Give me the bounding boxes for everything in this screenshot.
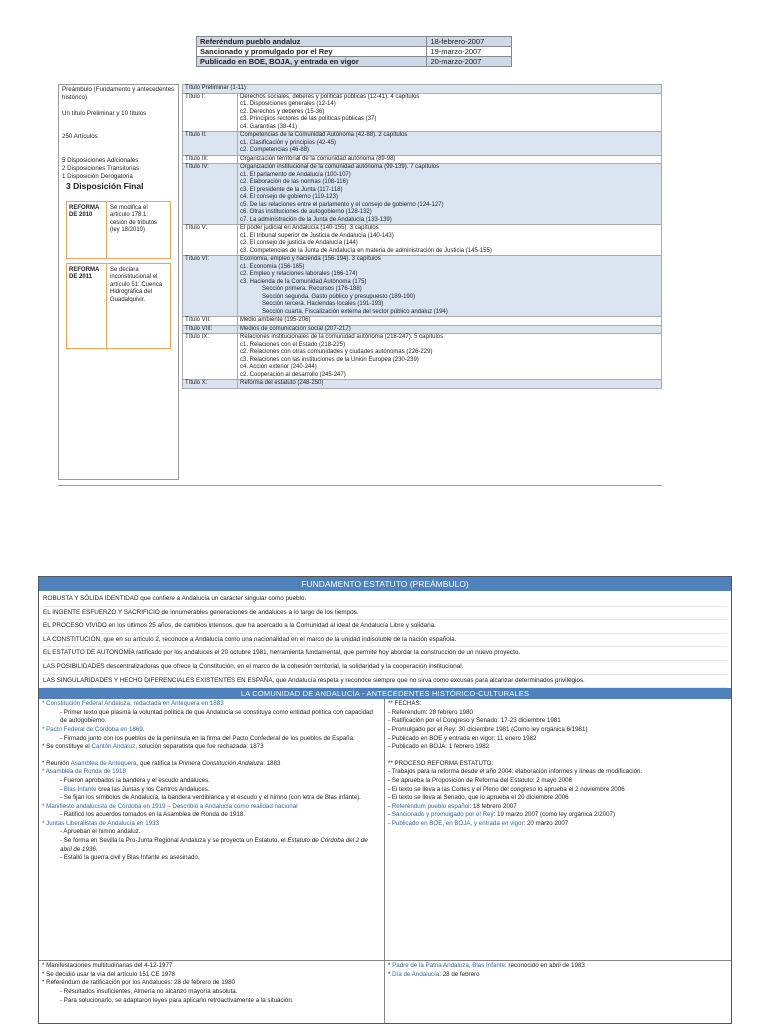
titulo-line: c2. Empleo y relaciones laborales (166-174): [240, 271, 358, 277]
titulo-content: [238, 325, 662, 334]
dates-heading: ** FECHAS:: [388, 700, 422, 708]
reforma-2011-text: Se declara inconstitucional el artículo 51: Cuenca Hidrográfica del Guadalquivir.: [110, 266, 163, 303]
titulo-line: Relaciones institucionales de la comunidad autónoma (218-247). 5 capítulos: [240, 334, 444, 340]
history-detail: - Resultados insuficientes, Almería no alcanzó mayoría absoluta.: [60, 987, 238, 995]
reforma-2010-text: Se modifica el artículo 178.1: cesión de tributos (ley 18/2010): [110, 204, 158, 234]
highlight: Día de Andalucía: [392, 970, 440, 978]
titulo-line: c1. Disposiciones generales (12-14): [240, 101, 336, 107]
date-item: - Ratificación por el Congreso y Senado: 17-23 diciembre 1981: [388, 717, 561, 725]
text: -: [388, 802, 392, 810]
adicionales-text: 5 Disposiciones Adicionales: [62, 157, 139, 165]
antecedentes-left-2: [39, 961, 385, 1024]
titulo-line: c1. El parlamento de Andalucía (100-107): [240, 171, 351, 178]
derogatoria-text: 1 Disposición Derogatoria: [62, 172, 133, 180]
history-detail: [42, 786, 381, 795]
titulo-line: c2. Competencias (46-88): [240, 147, 310, 153]
highlight: Publicado en BOE, en BOJA, y entrada en vigor: [391, 819, 524, 827]
titulo-section: Sección cuarta. Fiscalización externa del sector público andaluz (194): [262, 308, 448, 315]
titulo-line: c2. Cooperación al desarrollo (245-247): [240, 371, 346, 378]
titulo-label: Título VII:: [183, 317, 238, 326]
titulo-content: [238, 225, 662, 256]
section-divider: [58, 485, 662, 486]
structure-summary: [58, 84, 179, 480]
table-row: [197, 57, 512, 67]
titulo-content: [238, 132, 662, 156]
dates-table: [196, 36, 512, 67]
text: -: [60, 785, 64, 793]
table-row: [183, 380, 662, 389]
date-label: Publicado en BOE, BOJA, y entrada en vigor: [197, 57, 427, 67]
history-detail: - Primer texto que plasma la voluntad política de que Andalucía se constituya como entidad política con capacidad de autogobierno.: [60, 708, 373, 725]
titulo-line: c6. Otras instituciones de autogobierno (128-132): [240, 209, 372, 215]
titulo-line: El poder judicial en Andalucía (140-155). 3 capítulos: [240, 225, 379, 231]
titulo-line: c3. Competencias de la Junta de Andalucía en materia de administración de Justicia (145-155): [240, 247, 492, 254]
titulo-label: Título II:: [183, 132, 238, 156]
titulo-line: Organización institucional de la comunidad autónoma (99-139). 7 capítulos: [240, 164, 440, 170]
highlight: Blas Infante: [63, 785, 97, 793]
reforma-2011-label: REFORMA DE 2011: [67, 264, 107, 348]
fundamento-title: FUNDAMENTO ESTATUTO (PREÁMBULO): [39, 577, 731, 591]
antecedentes-row: [39, 699, 731, 961]
titulo-label: Título III:: [183, 155, 238, 164]
table-row: [183, 132, 662, 156]
antecedentes-right: [385, 699, 731, 960]
antecedentes-right-2: [385, 961, 731, 1024]
antecedentes-row-2: [39, 961, 731, 1024]
fundamento-section: [38, 576, 732, 1024]
titulo-content: [238, 93, 662, 132]
articulos-text: 250 Artículos: [62, 133, 98, 141]
titulo-line: c3. Principios rectores de las políticas públicas (37): [240, 116, 377, 122]
text: * Reunión: [42, 759, 71, 767]
list-item: EL PROCESO VIVIDO en los últimos 25 años, de cambios intensos, que ha acercado a la Comunidad al ideal de Andalucía Libre y solidaria.: [43, 620, 727, 634]
titulo-line: c4. Garantías (38-41): [240, 123, 298, 130]
date-value: 20-marzo-2007: [427, 57, 512, 67]
table-row: [183, 317, 662, 326]
table-row: [183, 164, 662, 225]
highlight: Padre de la Patria Andaluza, Blas Infante: [392, 962, 505, 970]
table-row: [183, 225, 662, 256]
titulo-line: c7. La administración de la Junta de Andalucía (133-139): [240, 216, 392, 223]
list-item: EL ESTATUTO DE AUTONOMÍA ratificado por los andaluces el 20 octubre 1981, herramienta fundamental, que permite hoy abordar la construcción de un nuevo proyecto.: [43, 647, 727, 661]
table-row: [183, 334, 662, 380]
text: crea las Juntas y los Centros Andaluces.: [96, 785, 210, 793]
titulo-line: Derechos sociales, deberes y políticas públicas (12-41). 4 capítulos: [240, 93, 420, 100]
list-item: LA CONSTITUCIÓN, que en su artículo 2, reconoce a Andalucía como una nacionalidad en el marco de la unidad indisoluble de la nación española.: [43, 634, 727, 648]
reform-item: [388, 820, 728, 829]
titulo-label: Título VI:: [183, 256, 238, 317]
history-item: [42, 743, 381, 752]
text: * Se constituye el: [42, 743, 92, 751]
list-item: LAS SINGULARIDADES Y HECHO DIFERENCIALES EXISTENTES EN ESPAÑA, que Andalucía respeta y reconoce siempre que no sirva como excusas para alcanzar determinados privilegios.: [43, 675, 727, 689]
text: *: [388, 970, 393, 978]
history-detail: - Para solucionarlo, se adaptaron leyes para aplicarlo retroactivamente a la situación.: [60, 996, 294, 1004]
titulo-line: c2. Derechos y deberes (15-36): [240, 108, 325, 115]
text: .: [95, 845, 98, 853]
date-value: 18-febrero-2007: [427, 37, 512, 47]
highlight: Referéndum pueblo español: [391, 802, 470, 810]
transitorias-text: 2 Disposiciones Transitorias: [62, 164, 140, 172]
table-row: [183, 93, 662, 132]
titulo-line: c4. Acción exterior (240-244): [240, 364, 317, 370]
titulo-section: Sección segunda. Gasto público y presupuesto (189-190): [262, 293, 416, 300]
list-item: ROBUSTA Y SÓLIDA IDENTIDAD que confiere a Andalucía un carácter singular como pueblo.: [43, 593, 727, 607]
date-label: Referéndum pueblo andaluz: [197, 37, 427, 47]
reform-item: [388, 811, 728, 820]
history-detail: - Firmado junto con los pueblos de la península en la firma del Pacto Confederal de los pueblos de España.: [60, 734, 355, 742]
highlight: Primera Constitución Andaluza: [178, 759, 264, 767]
history-detail: [42, 837, 381, 854]
titulo-content: [238, 380, 662, 389]
preambulo-text: Preámbulo (Fundamento y antecedentes histórico): [62, 86, 175, 101]
titulo-content: [238, 317, 662, 326]
history-item: * Constitución Federal Andaluza, redactada en Antequera en 1883: [42, 700, 224, 708]
titles-table: [182, 84, 662, 389]
highlight: Asamblea de Antequera: [70, 759, 137, 767]
history-detail: - Estalló la guerra civil y Blas Infante es asesinado.: [60, 854, 200, 862]
text: : 1883: [263, 759, 281, 767]
text: -: [388, 811, 392, 819]
final-text: 3 Disposición Final: [66, 180, 144, 191]
titulo-line: c2. Relaciones con otras comunidades y ciudades autónomas (226-229): [240, 349, 433, 355]
titulo-line: Competencias de la Comunidad Autónoma (42-88). 2 capítulos: [240, 132, 408, 138]
table-row: [183, 325, 662, 334]
titulo-line: c1. Economía (156-165): [240, 263, 305, 270]
history-item: [388, 962, 728, 971]
reform-item: [388, 803, 728, 812]
history-detail: - Fueron aprobados la bandera y el escudo andaluces.: [60, 776, 210, 784]
titulo-content: [238, 256, 662, 317]
history-detail: - Aprueban el himno andaluz.: [60, 828, 141, 836]
list-item: LAS POSIBILIDADES descentralizadoras que ofrece la Constitución, en el marco de la cohesión territorial, la solidaridad y la cooperación institucional.: [43, 661, 727, 675]
date-item: - Promulgado por el Rey: 30 diciembre 1981 (Como ley orgánica 6/1981): [388, 725, 588, 733]
history-item: * Juntas Liberalistas de Andalucía en 1933: [42, 819, 159, 827]
titulo-line: c4. El consejo de gobierno (119-123): [240, 194, 338, 200]
history-detail: - Se fijan los símbolos de Andalucía, la bandera verdiblanca y el escudo y el himno (con letra de Blas infante).: [60, 794, 361, 802]
text: , que ratifica la: [136, 759, 179, 767]
text: , solución separatista que fue rechazada: 1873: [135, 743, 264, 751]
reform-item: - El texto se lleva al Senado, que lo aprueba el 20 diciembre 2006: [388, 794, 569, 802]
reform-item: - Se aprueba la Proposición de Reforma del Estatuto: 2 mayo 2006: [388, 776, 573, 784]
titulo-content: [238, 164, 662, 225]
date-value: 19-marzo-2007: [427, 47, 512, 57]
text: : reconocido en abril de 1983: [504, 962, 585, 970]
titulo-label: Título X:: [183, 380, 238, 389]
titulo-line: c5. De las relaciones entre el parlamento y el consejo de gobierno (124-127): [240, 201, 444, 208]
antecedentes-title: LA COMUNIDAD DE ANDALUCÍA - ANTECEDENTES HISTÓRICO-CULTURALES: [39, 688, 731, 699]
reforma-2011-box: [66, 263, 171, 349]
titulo-line: c1. Relaciones con el Estado (218-225): [240, 341, 346, 348]
history-item: [42, 760, 381, 769]
history-item: * Manifiesto andalucista de Córdoba en 1919 – Describió a Andalucía como realidad nacional: [42, 802, 298, 810]
titulo-line: Organización territorial de la comunidad autónoma (89-98): [240, 155, 396, 162]
titulo-preliminar: Título Preliminar (1-11): [183, 85, 662, 94]
fundamento-points: [39, 591, 731, 688]
highlight: Cantón Andaluz: [91, 743, 136, 751]
titulo-line: Medios de comunicación social (207-217): [240, 325, 351, 332]
history-item: * Asamblea de Ronda de 1918: [42, 768, 126, 776]
reform-heading: ** PROCESO REFORMA ESTATUTO:: [388, 759, 494, 767]
titulo-section: Sección tercera. Haciendas locales (191-193): [262, 301, 384, 307]
titulo-line: c3. Hacienda de la Comunidad Autónoma (175): [240, 278, 367, 285]
titulos-text: Un título Preliminar y 10 títulos: [62, 109, 147, 117]
titulo-content: [238, 155, 662, 164]
titulo-line: Economía, empleo y hacienda (156-194). 3 capítulos: [240, 256, 381, 262]
history-item: * Pacto Federal de Córdoba en 1869.: [42, 725, 145, 733]
table-row: [197, 47, 512, 57]
text: : 20 marzo 2007: [523, 819, 569, 827]
date-item: - Publicado en BOJA: 1 febrero 1982: [388, 743, 490, 751]
text: : 28 de febrero: [439, 970, 480, 978]
titulo-line: Reforma del estatuto (248-250): [240, 380, 324, 386]
titulo-label: Título VIII:: [183, 325, 238, 334]
date-item: - Publicado en BOE y entrada en vigor: 11 enero 1982: [388, 734, 537, 742]
reform-item: - Trabajos para la reforma desde el año 2004: elaboración informes y líneas de modificación.: [388, 768, 643, 776]
titulo-label: Título IX:: [183, 334, 238, 380]
text: - Se forma en Sevilla la Pro-Junta Regional Andaluza y se proyecta un Estatuto, el: [60, 837, 288, 845]
highlight: Estatuto de Córdoba del 2 de abril de 1936: [60, 837, 368, 853]
reform-item: - El texto se lleva a las Cortes y el Pleno del congreso lo aprueba el 2 noviembre 2006: [388, 785, 625, 793]
date-item: - Referéndum: 28 febrero 1980: [388, 708, 473, 716]
titulo-line: c3. Relaciones con las instituciones de la Unión Europea (230-239): [240, 356, 419, 363]
history-item: * Manifestaciones multitudinarias del 4-12-1977: [42, 962, 173, 970]
titulo-line: c2. Elaboración de las normas (108-116): [240, 179, 348, 185]
reforma-2010-label: REFORMA DE 2010: [67, 202, 107, 258]
history-item: * Referéndum de ratificación por los Andaluces: 28 de febrero de 1980: [42, 979, 235, 987]
titulo-content: [238, 334, 662, 380]
text: -: [388, 819, 392, 827]
list-item: EL INGENTE ESFUERZO Y SACRIFICIO de innumerables generaciones de andaluces a lo largo de los tiempos.: [43, 607, 727, 621]
history-detail: - Ratificó los acuerdos tomados en la Asamblea de Ronda de 1918.: [60, 811, 246, 819]
text: : 18 febrero 2007: [469, 802, 517, 810]
table-row: [197, 37, 512, 47]
history-item: * Se decidió usar la vía del artículo 151 CE 1978: [42, 970, 176, 978]
antecedentes-left: [39, 699, 385, 960]
titulo-label: Título V:: [183, 225, 238, 256]
table-row: [183, 256, 662, 317]
titulo-label: Título IV:: [183, 164, 238, 225]
titulo-section: Sección primera. Recursos (176-188): [262, 286, 362, 292]
titulo-line: c1. Clasificación y principios (42-45): [240, 139, 337, 146]
text: : 19 marzo 2007 (como ley orgánica 2/2007): [493, 811, 616, 819]
titulo-line: c3. El presidente de la Junta (117-118): [240, 186, 343, 193]
highlight: Sancionado y promulgado por el Rey: [391, 811, 494, 819]
table-row: [183, 85, 662, 94]
reforma-2010-box: [66, 201, 171, 259]
date-label: Sancionado y promulgado por el Rey: [197, 47, 427, 57]
text: *: [388, 962, 393, 970]
titulo-line: c1. El tribunal superior de Justicia de Andalucía (140-143): [240, 232, 394, 239]
table-row: [183, 155, 662, 164]
titulo-line: c2. El consejo de justicia de Andalucía (144): [240, 240, 358, 246]
history-item: [388, 971, 728, 980]
titulo-line: Medio ambiente (195-206): [240, 317, 311, 323]
titulo-label: Título I:: [183, 93, 238, 132]
